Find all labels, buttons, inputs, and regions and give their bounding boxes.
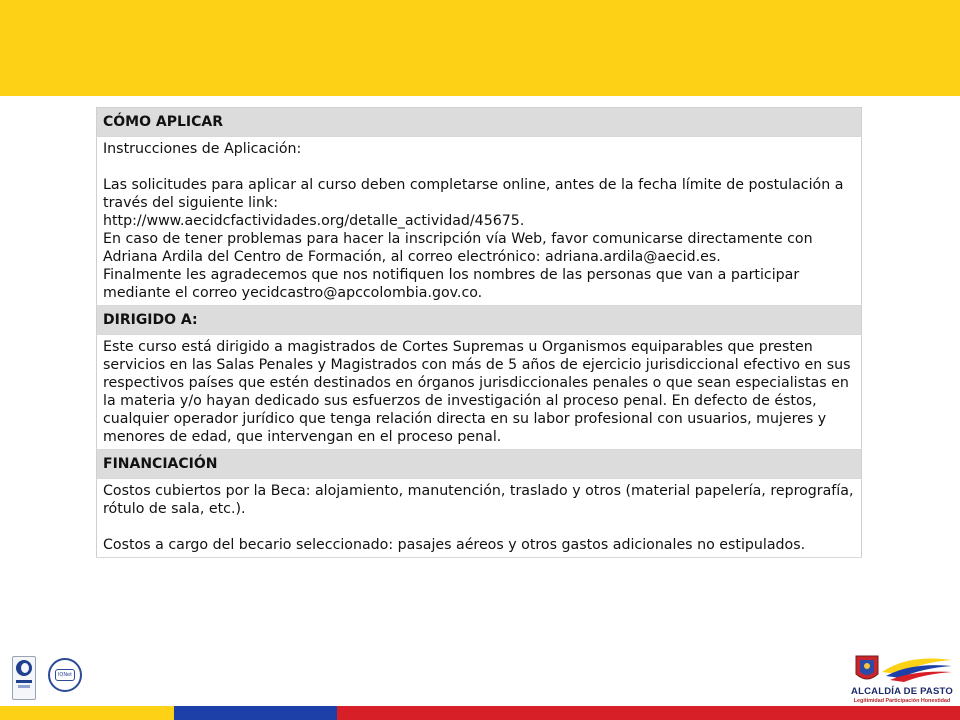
quality-seal-logo: IQNet — [48, 658, 82, 692]
top-yellow-band — [0, 0, 960, 96]
info-table — [96, 107, 862, 558]
application-link[interactable]: http://www.aecidcfactividades.org/detalle_actividad/45675. — [103, 213, 525, 229]
section-title: FINANCIACIÓN — [97, 450, 862, 479]
section-body-dirigido-a — [97, 335, 862, 450]
section-body-como-aplicar — [97, 137, 862, 306]
section-header-financiacion — [97, 450, 862, 479]
coat-of-arms-icon — [848, 652, 956, 686]
band-yellow — [0, 706, 174, 720]
covered-costs-text: Costos cubiertos por la Beca: alojamiento, manutención, traslado y otros (material papelería, reprografía, rótulo de sala, etc.). — [103, 483, 854, 517]
alcaldia-logo — [848, 652, 956, 708]
brand-name: ALCALDÍA DE PASTO — [851, 686, 953, 697]
section-header-como-aplicar — [97, 108, 862, 137]
section-header-dirigido-a — [97, 306, 862, 335]
certification-logo — [12, 656, 36, 700]
band-red — [337, 706, 960, 720]
bottom-flag-band — [0, 706, 960, 720]
instructions-text: Las solicitudes para aplicar al curso deben completarse online, antes de la fecha límite de postulación a través del siguiente link: — [103, 177, 844, 211]
brand-tagline: Legitimidad Participación Honestidad — [853, 698, 951, 704]
section-title: DIRIGIDO A: — [97, 306, 862, 335]
certification-logos — [12, 656, 82, 702]
contact-text: En caso de tener problemas para hacer la inscripción vía Web, favor comunicarse directamente con Adriana Ardila del Centro de Formación, al correo electrónico: adriana.ardila@aecid.es. — [103, 231, 813, 265]
section-title: CÓMO APLICAR — [97, 108, 862, 137]
section-body-financiacion — [97, 479, 862, 558]
notify-text: Finalmente les agradecemos que nos notifiquen los nombres de las personas que van a participar mediante el correo yecidcastro@apccolombia.gov.co. — [103, 267, 800, 301]
audience-text: Este curso está dirigido a magistrados de Cortes Supremas u Organismos equiparables que presten servicios en las Salas Penales y Magistrados con más de 5 años de ejercicio jurisdiccional efectivo en sus respectivos países que estén destinados en órganos jurisdiccionales penales o que sean especialistas en la materia y/o hayan dedicado sus esfuerzos de investigación al proceso penal. En defecto de éstos, cualquier operador jurídico que tenga relación directa en su labor profesional con usuarios, mujeres y menores de edad, que intervengan en el proceso penal. — [103, 339, 851, 445]
instructions-label: Instrucciones de Aplicación: — [103, 141, 302, 157]
band-blue — [174, 706, 337, 720]
student-costs-text: Costos a cargo del becario seleccionado: pasajes aéreos y otros gastos adicionales no estipulados. — [103, 537, 806, 553]
